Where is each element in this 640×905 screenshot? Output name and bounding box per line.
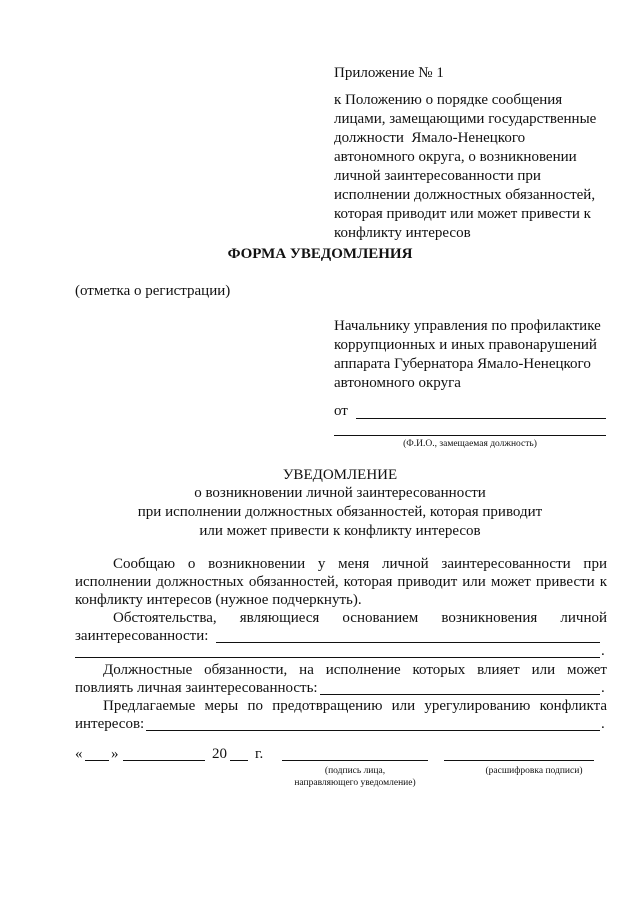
- paragraph-3-line-1: Должностные обязанности, на исполнение которых влияет или может: [103, 662, 607, 678]
- notice-subtitle-line: при исполнении должностных обязанностей, которая приводит: [137, 504, 543, 520]
- notice-subtitle-line: или может привести к конфликту интересов: [199, 523, 481, 539]
- appendix-line: которая приводит или может привести к: [334, 206, 591, 222]
- addressee-line: аппарата Губернатора Ямало-Ненецкого: [334, 356, 591, 372]
- addressee-line: автономного округа: [334, 375, 461, 391]
- signature-line[interactable]: [282, 760, 428, 761]
- appendix-number: Приложение № 1: [334, 65, 444, 81]
- date-year-prefix: 20: [212, 746, 227, 762]
- appendix-line: личной заинтересованности при: [334, 168, 541, 184]
- date-day-line[interactable]: [85, 760, 109, 761]
- paragraph-1-line-3: конфликту интересов (нужное подчеркнуть).: [75, 592, 362, 608]
- period: .: [601, 643, 605, 659]
- addressee-line: Начальнику управления по профилактике: [334, 318, 601, 334]
- notice-subtitle: [0, 484, 640, 541]
- paragraph-4-line-1: Предлагаемые меры по предотвращению или урегулированию конфликта: [103, 698, 607, 714]
- appendix-line: автономного округа, о возникновении: [334, 149, 577, 165]
- addressee-block: [334, 317, 634, 393]
- date-month-line[interactable]: [123, 760, 205, 761]
- measures-line[interactable]: [146, 730, 600, 731]
- paragraph-1-line-2: исполнении должностных обязанностей, которая приводит или может привести к: [75, 574, 607, 590]
- signature-decoding-line[interactable]: [444, 760, 594, 761]
- from-caption: (Ф.И.О., замещаемая должность): [403, 439, 537, 449]
- notice-title: УВЕДОМЛЕНИЕ: [282, 467, 398, 483]
- appendix-line: к Положению о порядке сообщения: [334, 92, 563, 108]
- paragraph-2-line-1: Обстоятельства, являющиеся основанием возникновения личной: [113, 610, 607, 626]
- signature-decoding-caption: (расшифровка подписи): [485, 766, 583, 776]
- appendix-line: должности Ямало-Ненецкого: [334, 130, 526, 146]
- form-title: ФОРМА УВЕДОМЛЕНИЯ: [227, 246, 413, 262]
- circumstances-line-2[interactable]: [75, 657, 600, 658]
- from-name-line[interactable]: [356, 418, 606, 419]
- signature-caption-line: направляющего уведомление): [294, 778, 416, 788]
- period: .: [601, 680, 605, 696]
- circumstances-line-1[interactable]: [216, 642, 600, 643]
- from-label: от: [334, 403, 348, 419]
- paragraph-2-line-2: заинтересованности:: [75, 628, 209, 644]
- date-year-suffix: г.: [255, 746, 264, 762]
- paragraph-1-line-1: Сообщаю о возникновении у меня личной заинтересованности при: [113, 556, 607, 572]
- date-quote-open: «: [75, 746, 83, 762]
- notice-subtitle-line: о возникновении личной заинтересованности: [194, 485, 486, 501]
- signature-caption: [262, 765, 448, 789]
- date-year-line[interactable]: [230, 760, 248, 761]
- appendix-line: конфликту интересов: [334, 225, 471, 241]
- duties-line[interactable]: [320, 694, 600, 695]
- appendix-line: лицами, замещающими государственные: [334, 111, 597, 127]
- paragraph-4-line-2: интересов:: [75, 716, 145, 732]
- signature-caption-line: (подпись лица,: [324, 766, 386, 776]
- period: .: [601, 716, 605, 732]
- appendix-text: [334, 91, 624, 243]
- registration-mark: (отметка о регистрации): [75, 283, 231, 299]
- appendix-line: исполнении должностных обязанностей,: [334, 187, 596, 203]
- addressee-line: коррупционных и иных правонарушений: [334, 337, 597, 353]
- from-position-line[interactable]: [334, 435, 606, 436]
- paragraph-3-line-2: повлиять личная заинтересованность:: [75, 680, 318, 696]
- date-quote-close: »: [111, 746, 119, 762]
